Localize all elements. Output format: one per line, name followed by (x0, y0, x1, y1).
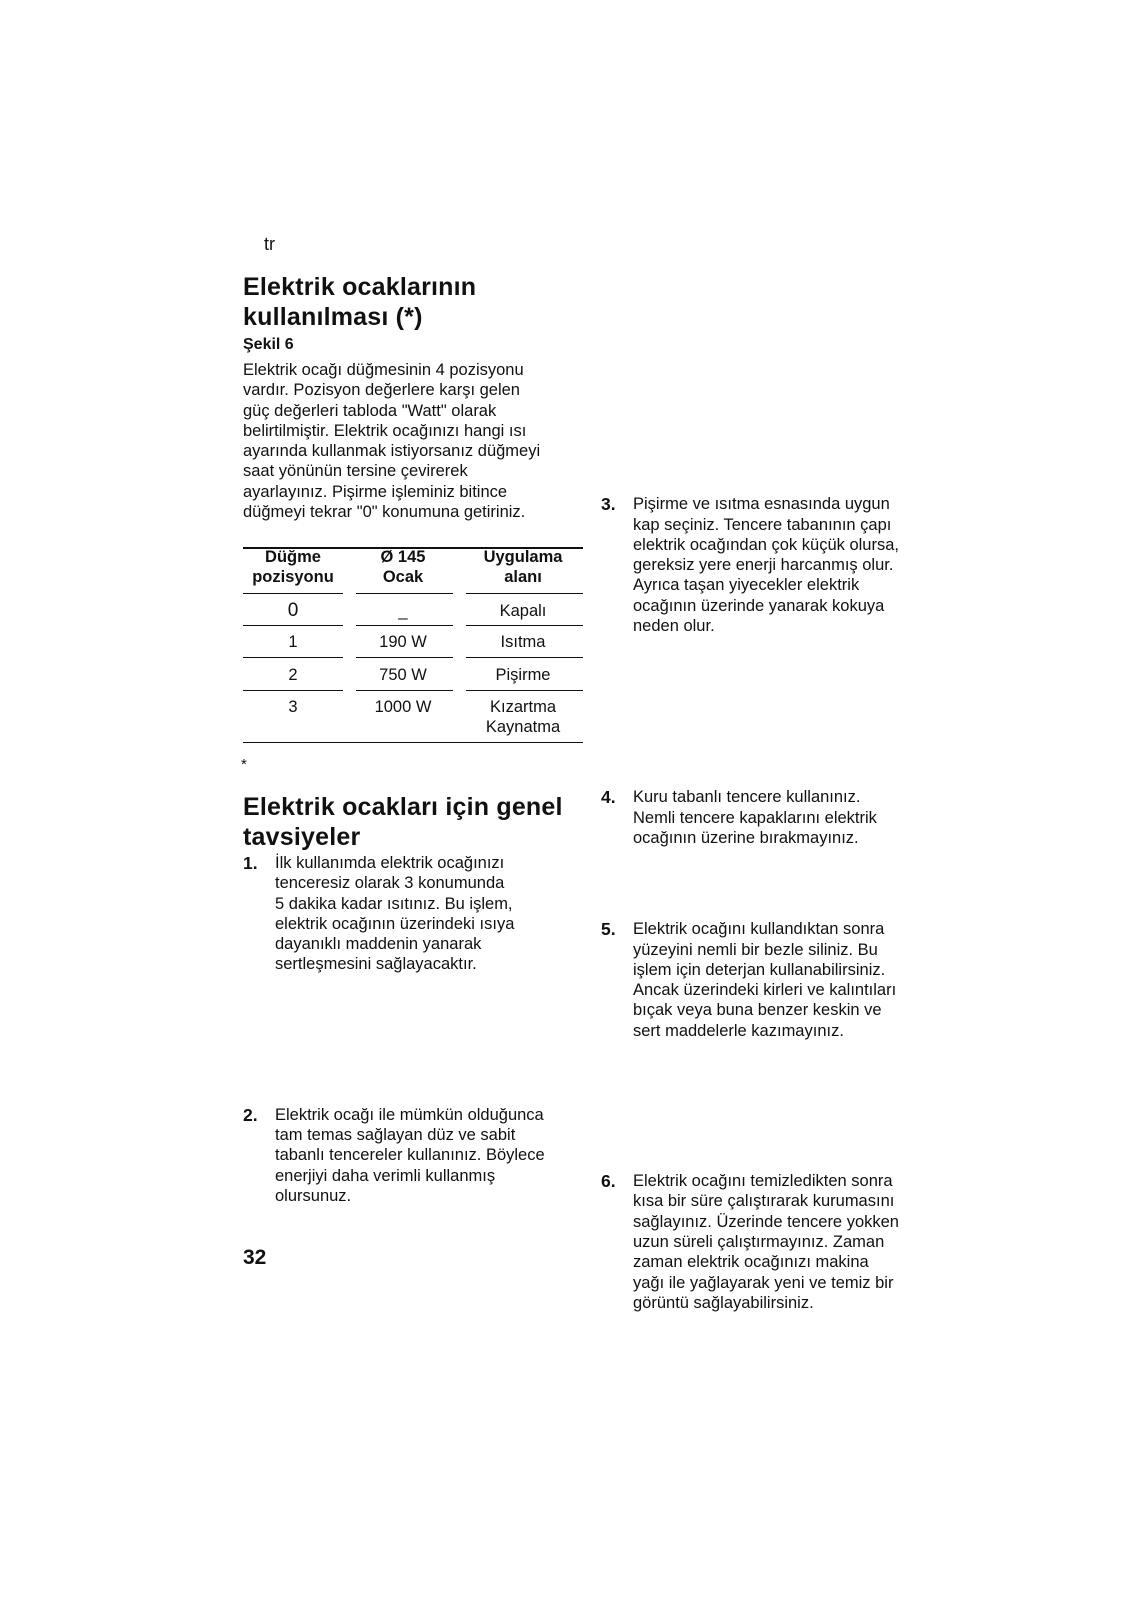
table-cell: _ (398, 602, 408, 620)
item-line: Elektrik ocağı ile mümkün olduğunca (275, 1105, 544, 1124)
header-text: alanı (504, 568, 542, 586)
item-line: işlem için deterjan kullanabilirsiniz. (633, 960, 886, 979)
item-line: zaman elektrik ocağınızı makina (633, 1253, 869, 1272)
item-number: 1. (243, 853, 258, 873)
item-line: yüzeyini nemli bir bezle siliniz. Bu (633, 940, 878, 959)
table-cell: 0 (287, 600, 299, 621)
paragraph-line: güç değerleri tabloda "Watt" olarak (243, 401, 497, 420)
item-number: 5. (601, 919, 616, 940)
item-line: tam temas sağlayan düz ve sabit (275, 1126, 516, 1145)
table-cell-multiline (463, 697, 583, 737)
intro-paragraph (243, 360, 593, 522)
table-cell: 750 W (379, 666, 427, 684)
column-rule (356, 690, 453, 691)
section-title-line-2: kullanılması (*) (243, 303, 423, 331)
table-cell: 3 (288, 698, 298, 716)
header-text: Düğme (265, 548, 321, 566)
table-header-usage (463, 547, 583, 587)
item-line: sertleşmesini sağlayacaktır. (275, 955, 477, 974)
column-rule (466, 690, 583, 691)
list-item (601, 1171, 961, 1313)
paragraph-line: saat yönünün tersine çevirerek (243, 462, 468, 481)
header-text: Uygulama (483, 548, 563, 566)
item-line: Pişirme ve ısıtma esnasında uygun (633, 495, 890, 514)
item-line: Ancak üzerindeki kirleri ve kalıntıları (633, 981, 897, 1000)
item-number: 6. (601, 1171, 616, 1192)
table-bottom-rule (243, 742, 583, 743)
item-line: elektrik ocağının üzerindeki ısıya (275, 914, 515, 933)
item-line: kısa bir süre çalıştırarak kurumasını (633, 1192, 895, 1211)
footnote-mark: * (241, 756, 247, 773)
item-line: sağlayınız. Üzerinde tencere yokken (633, 1212, 899, 1231)
header-text: Ocak (382, 568, 424, 586)
section-title (243, 272, 476, 332)
list-item (243, 1105, 593, 1206)
table-cell: Kapalı (499, 602, 547, 620)
item-number: 4. (601, 787, 616, 808)
item-line: neden olur. (633, 617, 715, 636)
item-line: tabanlı tencereler kullanınız. Böylece (275, 1146, 545, 1165)
paragraph-line: belirtilmiştir. Elektrik ocağınızı hangi ısı (243, 421, 527, 440)
column-rule (356, 625, 453, 626)
table-cell: Isıtma (500, 633, 546, 651)
item-line: dayanıklı maddenin yanarak (275, 935, 482, 954)
language-code: tr (264, 234, 275, 254)
item-line: ocağının üzerine bırakmayınız. (633, 828, 859, 847)
item-line: elektrik ocağından çok küçük olursa, (633, 535, 899, 554)
item-line: Elektrik ocağını kullandıktan sonra (633, 920, 885, 939)
item-line: enerjiyi daha verimli kullanmış (275, 1166, 496, 1185)
paragraph-line: düğmeyi tekrar "0" konumuna getiriniz. (243, 503, 526, 522)
paragraph-line: ayarlayınız. Pişirme işleminiz bitince (243, 482, 508, 501)
column-rule (466, 593, 583, 594)
list-item (601, 787, 961, 848)
section-title-line-2: tavsiyeler (243, 823, 361, 851)
item-line: Elektrik ocağını temizledikten sonra (633, 1172, 893, 1191)
table-cell: 2 (288, 666, 298, 684)
paragraph-line: ayarında kullanmak istiyorsanız düğmeyi (243, 442, 541, 461)
table-cell: 1000 W (374, 698, 432, 716)
list-item (243, 853, 593, 975)
paragraph-line: vardır. Pozisyon değerlere karşı gelen (243, 381, 520, 400)
item-line: kap seçiniz. Tencere tabanının çapı (633, 515, 892, 534)
item-line: 5 dakika kadar ısıtınız. Bu işlem, (275, 894, 513, 913)
table-cell: 1 (288, 633, 298, 651)
table-header-hob (353, 547, 453, 587)
paragraph-line: Elektrik ocağı düğmesinin 4 pozisyonu (243, 361, 524, 379)
column-rule (243, 625, 343, 626)
section-title (243, 792, 563, 852)
table-cell: Pişirme (495, 666, 551, 684)
item-line: İlk kullanımda elektrik ocağınızı (275, 854, 505, 872)
item-line: tenceresiz olarak 3 konumunda (275, 874, 505, 893)
table-cell: 190 W (379, 633, 427, 651)
header-text: Ø 145 (380, 548, 426, 566)
item-line: görüntü sağlayabilirsiniz. (633, 1293, 814, 1312)
item-line: sert maddelerle kazımayınız. (633, 1021, 844, 1040)
column-rule (466, 657, 583, 658)
item-line: yağı ile yağlayarak yeni ve temiz bir (633, 1273, 894, 1292)
header-text: pozisyonu (252, 568, 334, 586)
item-line: Kuru tabanlı tencere kullanınız. (633, 788, 861, 807)
column-rule (243, 593, 343, 594)
column-rule (243, 657, 343, 658)
cell-line: Kaynatma (485, 718, 561, 736)
item-line: Nemli tencere kapaklarını elektrik (633, 808, 877, 827)
table-header-position (243, 547, 343, 587)
column-rule (356, 593, 453, 594)
column-rule (466, 625, 583, 626)
item-number: 2. (243, 1104, 258, 1125)
item-line: bıçak veya buna benzer keskin ve (633, 1001, 882, 1020)
figure-label: Şekil 6 (243, 336, 294, 353)
item-line: uzun süreli çalıştırmayınız. Zaman (633, 1232, 885, 1251)
section-title-line-1: Elektrik ocakları için genel (243, 793, 563, 821)
list-item (601, 919, 961, 1041)
item-line: olursunuz. (275, 1186, 352, 1205)
column-rule (356, 657, 453, 658)
list-item (601, 494, 961, 636)
cell-line: Kızartma (489, 698, 557, 716)
page-number: 32 (243, 1246, 267, 1269)
item-line: ocağının üzerinde yanarak kokuya (633, 596, 885, 615)
section-title-line-1: Elektrik ocaklarının (243, 273, 477, 301)
item-line: Ayrıca taşan yiyecekler elektrik (633, 576, 860, 595)
column-rule (243, 690, 343, 691)
item-line: gereksiz yere enerji harcanmış olur. (633, 556, 894, 575)
item-number: 3. (601, 494, 616, 515)
